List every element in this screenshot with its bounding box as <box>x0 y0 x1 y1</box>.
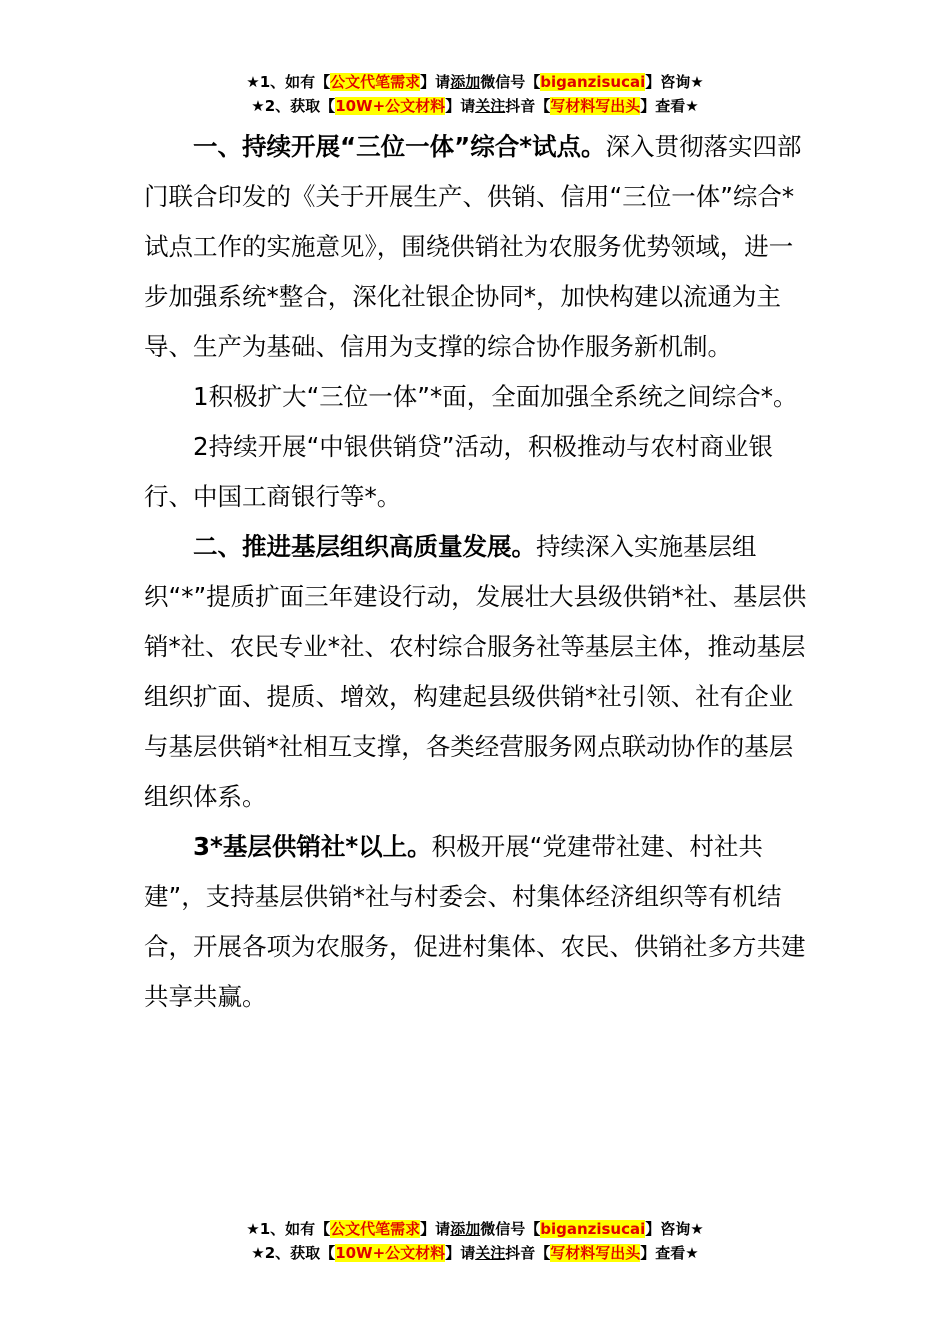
banner-highlight: 写材料写出头 <box>550 97 641 115</box>
banner-line-2: ★2、获取【10W+公文材料】请关注抖音【写材料写出头】查看★ <box>251 97 699 115</box>
banner-highlight: 写材料写出头 <box>550 1244 641 1262</box>
paragraph <box>144 822 812 1022</box>
header-banner <box>0 70 950 118</box>
paragraph <box>144 522 812 822</box>
paragraph-text: 1积极扩大“三位一体”*面，全面加强全系统之间综合*。 <box>193 382 798 411</box>
banner-line-1: ★1、如有【公文代笔需求】请添加微信号【biganzisucai】咨询★ <box>246 73 704 91</box>
paragraph-heading: 一、持续开展“三位一体”综合*试点。 <box>193 132 606 161</box>
paragraph-heading: 二、推进基层组织高质量发展。 <box>193 532 536 561</box>
footer-banner <box>0 1217 950 1265</box>
paragraph-text: 深入贯彻落实四部门联合印发的《关于开展生产、供销、信用“三位一体”综合*试点工作的实施意见》，围绕供销社为农服务优势领域，进一步加强系统*整合，深化社银企协同*，加快构建以流通为主导、生产为基础、信用为支撑的综合协作服务新机制。 <box>144 132 802 361</box>
banner-line-1: ★1、如有【公文代笔需求】请添加微信号【biganzisucai】咨询★ <box>246 1220 704 1238</box>
document-body <box>144 122 812 1022</box>
banner-highlight: 公文代笔需求 <box>330 73 421 91</box>
paragraph <box>144 372 812 422</box>
banner-line-2: ★2、获取【10W+公文材料】请关注抖音【写材料写出头】查看★ <box>251 1244 699 1262</box>
paragraph-text: 2持续开展“中银供销贷”活动，积极推动与农村商业银行、中国工商银行等*。 <box>144 432 773 511</box>
paragraph <box>144 122 812 372</box>
banner-highlight: biganzisucai <box>540 73 646 91</box>
banner-highlight: 公文代笔需求 <box>330 1220 421 1238</box>
paragraph-heading: 3*基层供销社*以上。 <box>193 832 432 861</box>
banner-highlight: 10W+公文材料 <box>335 1244 446 1262</box>
paragraph-text: 持续深入实施基层组织“*”提质扩面三年建设行动，发展壮大县级供销*社、基层供销*社、农民专业*社、农村综合服务社等基层主体，推动基层组织扩面、提质、增效，构建起县级供销*社引领、社有企业与基层供销*社相互支撑，各类经营服务网点联动协作的基层组织体系。 <box>144 532 807 811</box>
paragraph <box>144 422 812 522</box>
paragraph-text: 积极开展“党建带社建、村社共建”，支持基层供销*社与村委会、村集体经济组织等有机结合，开展各项为农服务，促进村集体、农民、供销社多方共建共享共赢。 <box>144 832 806 1011</box>
banner-highlight: biganzisucai <box>540 1220 646 1238</box>
banner-highlight: 10W+公文材料 <box>335 97 446 115</box>
